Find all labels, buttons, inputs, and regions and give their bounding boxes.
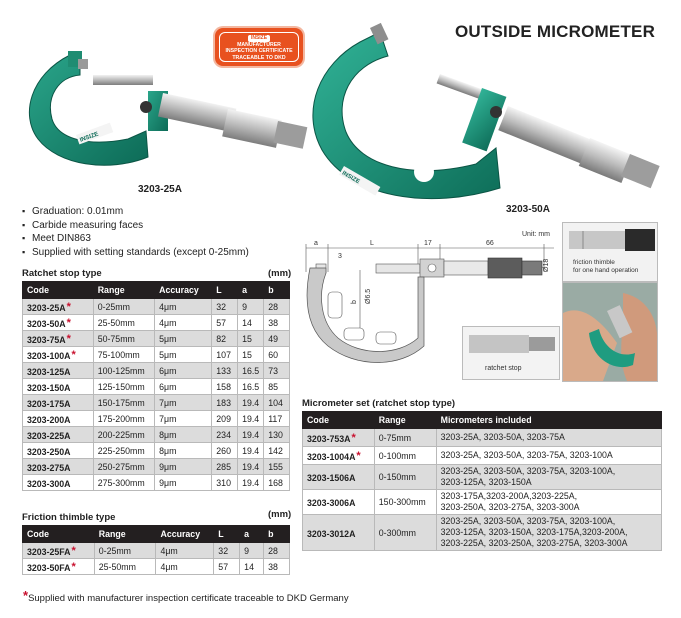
footnote <box>22 588 349 604</box>
table-row <box>23 559 290 575</box>
cell-code <box>23 331 94 347</box>
included-line: 3203-25A, 3203-50A, 3203-75A, 3203-100A <box>440 450 613 460</box>
col-accuracy: Accuracy <box>156 526 214 543</box>
cell-range: 0-25mm <box>94 543 156 559</box>
cell-range: 50-75mm <box>93 331 154 347</box>
page-title: OUTSIDE MICROMETER <box>455 22 656 41</box>
certificate-star: * <box>351 431 356 444</box>
cell-accuracy: 4μm <box>155 315 212 331</box>
table-row <box>23 363 290 379</box>
cell-L: 57 <box>212 315 238 331</box>
cell-a: 9 <box>238 299 264 315</box>
cell-included <box>436 447 661 465</box>
cell-b: 117 <box>264 411 290 427</box>
table-row <box>23 379 290 395</box>
certificate-star: * <box>71 544 76 557</box>
table-row <box>303 447 662 465</box>
table-row <box>23 459 290 475</box>
cell-b: 73 <box>264 363 290 379</box>
dim-b: b <box>351 300 358 304</box>
cell-included <box>436 515 661 551</box>
badge-line-2: INSPECTION CERTIFICATE <box>225 48 293 54</box>
dim-dia18: Ø18 <box>543 258 550 272</box>
cell-b: 38 <box>264 315 290 331</box>
feature-item: ▪ Meet DIN863 <box>22 232 249 246</box>
table-row <box>23 411 290 427</box>
footnote-star: * <box>23 588 29 603</box>
col-L: L <box>214 526 240 543</box>
cell-code <box>23 299 94 315</box>
friction-table-unit: (mm) <box>268 509 292 520</box>
cell-a: 19.4 <box>238 411 264 427</box>
code-text: 3203-50FA <box>27 562 71 573</box>
badge-logo: INSIZE <box>248 35 270 42</box>
cell-code <box>303 465 375 490</box>
cell-L: 32 <box>214 543 240 559</box>
code-text: 3203-753A <box>307 433 351 444</box>
cell-accuracy: 8μm <box>155 427 212 443</box>
cell-code <box>23 559 95 575</box>
cell-accuracy: 8μm <box>155 443 212 459</box>
cell-range: 0-150mm <box>374 465 436 490</box>
table-row <box>23 543 290 559</box>
cell-range: 250-275mm <box>93 459 154 475</box>
code-text: 3203-250A <box>27 446 71 457</box>
certificate-star: * <box>66 316 71 329</box>
col-L: L <box>212 282 238 299</box>
included-line: 3203-125A, 3203-150A <box>440 477 532 487</box>
cell-accuracy: 9μm <box>155 459 212 475</box>
cell-b: 85 <box>264 379 290 395</box>
hand-operation-photo <box>562 282 658 382</box>
cell-range: 150-300mm <box>374 490 436 515</box>
cell-range: 275-300mm <box>93 475 154 491</box>
cell-code <box>303 515 375 551</box>
cell-range: 0-75mm <box>374 429 436 447</box>
cell-b: 38 <box>264 559 290 575</box>
code-text: 3203-100A <box>27 350 71 361</box>
cell-accuracy: 6μm <box>155 363 212 379</box>
image-caption-large: 3203-50A <box>506 204 550 215</box>
col-a: a <box>238 282 264 299</box>
cell-code <box>23 543 95 559</box>
cell-b: 142 <box>264 443 290 459</box>
diagram-unit: Unit: mm <box>522 231 550 238</box>
certificate-star: * <box>66 332 71 345</box>
code-text: 3203-125A <box>27 366 71 377</box>
code-text: 3203-300A <box>27 478 71 489</box>
micrometer-small-image <box>18 35 318 185</box>
col-code: Code <box>23 282 94 299</box>
included-line: 3203-225A, 3203-250A, 3203-275A, 3203-300A <box>440 538 628 548</box>
included-line: 3203-25A, 3203-50A, 3203-75A, 3203-100A, <box>440 466 616 476</box>
table-row <box>23 347 290 363</box>
cell-b: 130 <box>264 427 290 443</box>
cell-a: 19.4 <box>238 459 264 475</box>
feature-list <box>22 205 249 259</box>
cell-L: 310 <box>212 475 238 491</box>
ratchet-table-title: Ratchet stop type <box>22 268 102 279</box>
cell-b: 155 <box>264 459 290 475</box>
cell-accuracy: 5μm <box>155 347 212 363</box>
code-text: 3203-1004A <box>307 451 356 462</box>
cell-b: 60 <box>264 347 290 363</box>
ratchet-stop-photo <box>462 326 560 380</box>
code-text: 3203-75A <box>27 334 66 345</box>
certificate-star: * <box>66 300 71 313</box>
cell-code <box>303 490 375 515</box>
cell-L: 133 <box>212 363 238 379</box>
cell-range: 0-100mm <box>374 447 436 465</box>
code-text: 3203-225A <box>27 430 71 441</box>
table-row <box>303 515 662 551</box>
col-a: a <box>240 526 264 543</box>
col-accuracy: Accuracy <box>155 282 212 299</box>
table-row <box>23 395 290 411</box>
code-text: 3203-150A <box>27 382 71 393</box>
cell-a: 14 <box>240 559 264 575</box>
dim-dia65: Ø6.5 <box>365 288 372 304</box>
ratchet-table <box>22 281 290 491</box>
included-line: 3203-250A, 3203-275A, 3203-300A <box>440 502 580 512</box>
cell-code <box>23 427 94 443</box>
friction-table <box>22 525 290 575</box>
cell-b: 28 <box>264 543 290 559</box>
cell-code <box>23 475 94 491</box>
dim-66: 66 <box>486 240 494 247</box>
cell-range: 75-100mm <box>93 347 154 363</box>
certificate-star: * <box>356 449 361 462</box>
cell-L: 260 <box>212 443 238 459</box>
feature-item: ▪ Graduation: 0.01mm <box>22 205 249 219</box>
cell-accuracy: 7μm <box>155 395 212 411</box>
thimble-caption-1: friction thimble <box>573 259 615 266</box>
dim-L: L <box>370 240 374 247</box>
dim-17: 17 <box>424 240 432 247</box>
cell-a: 19.4 <box>238 443 264 459</box>
cell-accuracy: 6μm <box>155 379 212 395</box>
col-included: Micrometers included <box>436 412 661 429</box>
cell-range: 25-50mm <box>93 315 154 331</box>
cell-code <box>23 347 94 363</box>
cell-a: 14 <box>238 315 264 331</box>
code-text: 3203-50A <box>27 318 66 329</box>
footnote-text: Supplied with manufacturer inspection certificate traceable to DKD Germany <box>28 593 349 604</box>
ratchet-table-unit: (mm) <box>268 268 292 279</box>
cell-b: 168 <box>264 475 290 491</box>
cell-range: 125-150mm <box>93 379 154 395</box>
cell-a: 19.4 <box>238 475 264 491</box>
code-text: 3203-3012A <box>307 528 356 539</box>
cell-code <box>23 363 94 379</box>
cell-a: 19.4 <box>238 427 264 443</box>
code-text: 3203-1506A <box>307 473 356 483</box>
code-text: 3203-200A <box>27 414 71 425</box>
col-range: Range <box>93 282 154 299</box>
badge-line-3: TRACEABLE TO DKD <box>232 54 286 61</box>
brand-mark-large: INSIZE <box>340 170 361 186</box>
friction-thimble-photo <box>562 222 658 282</box>
table-row <box>23 443 290 459</box>
table-row <box>303 490 662 515</box>
cell-b: 104 <box>264 395 290 411</box>
cell-b: 49 <box>264 331 290 347</box>
cell-L: 57 <box>214 559 240 575</box>
table-row <box>23 299 290 315</box>
cell-range: 0-300mm <box>374 515 436 551</box>
cell-code <box>23 395 94 411</box>
cell-accuracy: 4μm <box>156 543 214 559</box>
cell-included <box>436 490 661 515</box>
cell-range: 100-125mm <box>93 363 154 379</box>
cell-accuracy: 5μm <box>155 331 212 347</box>
code-text: 3203-3006A <box>307 498 356 508</box>
cell-a: 15 <box>238 347 264 363</box>
cell-code <box>23 379 94 395</box>
cell-b: 28 <box>264 299 290 315</box>
cell-a: 9 <box>240 543 264 559</box>
image-caption-small: 3203-25A <box>138 184 182 195</box>
cell-code <box>303 447 375 465</box>
cell-L: 32 <box>212 299 238 315</box>
cell-code <box>23 443 94 459</box>
cell-code <box>23 411 94 427</box>
cell-L: 158 <box>212 379 238 395</box>
table-row <box>303 465 662 490</box>
cell-L: 285 <box>212 459 238 475</box>
cell-range: 175-200mm <box>93 411 154 427</box>
col-b: b <box>264 526 290 543</box>
cell-accuracy: 7μm <box>155 411 212 427</box>
code-text: 3203-175A <box>27 398 71 409</box>
included-line: 3203-125A, 3203-150A, 3203-175A,3203-200A, <box>440 527 628 537</box>
cell-range: 0-25mm <box>93 299 154 315</box>
code-text: 3203-25A <box>27 302 66 313</box>
col-code: Code <box>23 526 95 543</box>
table-row <box>23 331 290 347</box>
col-b: b <box>264 282 290 299</box>
dim-a: a <box>314 240 318 247</box>
cell-code <box>23 315 94 331</box>
cell-code <box>23 459 94 475</box>
included-line: 3203-175A,3203-200A,3203-225A, <box>440 491 578 501</box>
code-text: 3203-25FA <box>27 546 71 557</box>
certificate-star: * <box>71 348 76 361</box>
included-line: 3203-25A, 3203-50A, 3203-75A, 3203-100A, <box>440 516 616 526</box>
set-table-title: Micrometer set (ratchet stop type) <box>302 398 456 409</box>
friction-table-title: Friction thimble type <box>22 512 116 523</box>
cell-L: 107 <box>212 347 238 363</box>
cell-accuracy: 9μm <box>155 475 212 491</box>
table-row <box>23 475 290 491</box>
thimble-caption-2: for one hand operation <box>573 267 639 274</box>
cell-L: 82 <box>212 331 238 347</box>
cell-L: 183 <box>212 395 238 411</box>
cell-range: 200-225mm <box>93 427 154 443</box>
certificate-star: * <box>71 560 76 573</box>
cell-a: 15 <box>238 331 264 347</box>
cell-accuracy: 4μm <box>155 299 212 315</box>
set-table <box>302 411 662 551</box>
table-row <box>23 427 290 443</box>
included-line: 3203-25A, 3203-50A, 3203-75A <box>440 432 565 442</box>
cell-range: 225-250mm <box>93 443 154 459</box>
table-row <box>23 315 290 331</box>
ratchet-caption: ratchet stop <box>485 365 522 372</box>
cell-range: 25-50mm <box>94 559 156 575</box>
dim-3: 3 <box>338 253 342 260</box>
feature-item: ▪ Carbide measuring faces <box>22 219 249 233</box>
cell-a: 16.5 <box>238 379 264 395</box>
cell-range: 150-175mm <box>93 395 154 411</box>
cell-included <box>436 429 661 447</box>
badge-line-1: MANUFACTURER <box>237 41 281 48</box>
col-range: Range <box>94 526 156 543</box>
cell-included <box>436 465 661 490</box>
micrometer-large-image <box>300 20 680 210</box>
col-range: Range <box>374 412 436 429</box>
cell-L: 234 <box>212 427 238 443</box>
brand-mark-small: INSIZE <box>79 131 100 144</box>
feature-item: ▪ Supplied with setting standards (except 0-25mm) <box>22 246 249 260</box>
cell-L: 209 <box>212 411 238 427</box>
cell-accuracy: 4μm <box>156 559 214 575</box>
table-row <box>303 429 662 447</box>
cell-a: 16.5 <box>238 363 264 379</box>
col-code: Code <box>303 412 375 429</box>
code-text: 3203-275A <box>27 462 71 473</box>
cell-code <box>303 429 375 447</box>
cell-a: 19.4 <box>238 395 264 411</box>
